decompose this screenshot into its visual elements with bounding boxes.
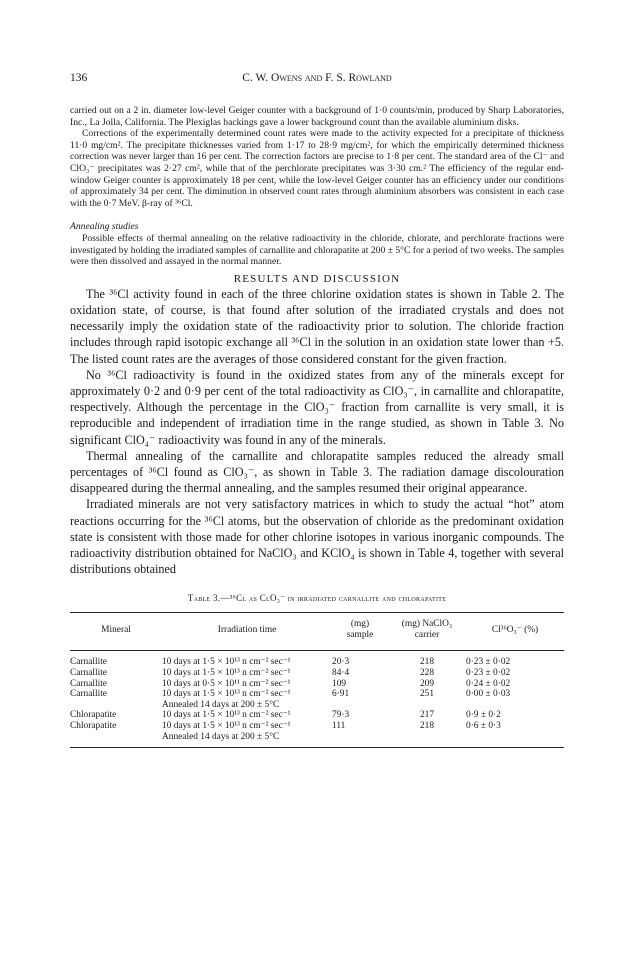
cell-mineral: Carnallite bbox=[70, 667, 107, 678]
annealing-paragraph: Possible effects of thermal annealing on the relative radioactivity in the chloride, chlorate, and perchlorate fractions were investigated by holding the irradiated samples of carnallite and chlorapatite at 200 ± 5°C for a period of two weeks. The samples were then dissolved and assayed in the normal manner. bbox=[70, 232, 564, 268]
table-row bbox=[70, 657, 564, 668]
results-paragraph: The ³⁶Cl activity found in each of the three chlorine oxidation states is shown in Table 2. The oxidation state, of course, is that found after solution of the irradiated crystals and does not necessarily imply the oxidation state of the radioactivity prior to solution. The chloride fraction includes through rapid isotopic exchange all ³⁶Cl in the solution in an oxidation state lower than +5. The listed count rates are the averages of those considered constant for the given fraction. bbox=[70, 286, 564, 366]
cell-irradiation: 10 days at 1·5 × 10¹³ n cm⁻² sec⁻¹ bbox=[162, 720, 291, 731]
table-row bbox=[70, 710, 564, 721]
header-sample-unit: (mg) bbox=[350, 619, 370, 630]
methods-paragraph: Corrections of the experimentally determined count rates were made to the activity expected for a precipitate of thickness 11·0 mg/cm². The precipitate thicknesses varied from 1·17 to 28·9 mg/cm², for which the empirically determined thickness correction was never larger than 16 per cent. The correction factors are precise to 1·8 per cent. The standard area of the Cl⁻ and ClO₃⁻ precipitates was 2·27 cm², while that of the perchlorate precipitates was 3·30 cm.² The efficiency of the regular end-window Geiger counter is approximately 18 per cent, while the low-level Geiger counter has an efficiency under our conditions of approximately 34 per cent. The diminution in observed count rates through aluminium absorbers was consistent in each case with the 0·7 MeV. β-ray of ³⁶Cl. bbox=[70, 128, 564, 209]
table-bottom-rule bbox=[70, 747, 564, 748]
cell-carrier: 218 bbox=[419, 657, 435, 668]
cell-sample: 79·3 bbox=[332, 710, 350, 721]
cell-sample: 111 bbox=[332, 720, 346, 731]
results-paragraph: Thermal annealing of the carnallite and chlorapatite samples reduced the already small percentages of ³⁶Cl found as ClO₃⁻, as shown in Table 3. The radiation damage discolouration disappeared during the thermal annealing, and the samples resumed their original appearance. bbox=[70, 448, 564, 496]
cell-irradiation: 10 days at 1·5 × 10¹³ n cm⁻² sec⁻¹ bbox=[162, 710, 291, 721]
journal-page bbox=[70, 72, 564, 748]
cell-carrier: 228 bbox=[419, 667, 435, 678]
cell-irradiation: 10 days at 0·5 × 10¹¹ n cm⁻² sec⁻¹ bbox=[162, 678, 291, 689]
table-row bbox=[70, 668, 564, 679]
page-number: 136 bbox=[70, 72, 88, 84]
cell-percent bbox=[466, 732, 564, 743]
table-row bbox=[70, 700, 564, 711]
cell-mineral: Chlorapatite bbox=[70, 720, 117, 731]
results-paragraph: Irradiated minerals are not very satisfactory matrices in which to study the actual “hot” atom reactions occurring for the ³⁶Cl atoms, but the observation of chloride as the predominant oxidation state is consistent with those made for other chlorine isotopes in various inorganic compounds. The radioactivity distribution obtained for NaClO₃ and KClO₄ is shown in Table 4, together with several distributions obtained bbox=[70, 497, 564, 577]
methods-paragraph: carried out on a 2 in. diameter low-level Geiger counter with a background of 1·0 counts/min, produced by Sharp Laboratories, Inc., La Jolla, California. The Plexiglas backings gave a lower background count than the available aluminium disks. bbox=[70, 105, 564, 128]
cell-percent bbox=[466, 700, 564, 711]
methods-text bbox=[70, 105, 564, 209]
cell-carrier: 217 bbox=[419, 710, 435, 721]
cell-mineral bbox=[70, 732, 162, 743]
header-percent: Cl³⁶O₃⁻ (%) bbox=[491, 624, 539, 635]
table-row bbox=[70, 721, 564, 732]
page-header bbox=[70, 72, 564, 88]
results-paragraph: No ³⁶Cl radioactivity is found in the oxidized states from any of the minerals except for approximately 0·2 and 0·9 per cent of the total radioactivity as ClO₃⁻, in carnallite and chlorapatite, respectively. Although the percentage in the ClO₃⁻ fraction from carnallite is very small, it is reproducible and independent of irradiation time in the range studied, as shown in Table 3. No significant ClO₄⁻ radioactivity was found in any of the minerals. bbox=[70, 367, 564, 447]
cell-irradiation: 10 days at 1·5 × 10¹³ n cm⁻² sec⁻¹ bbox=[162, 667, 291, 678]
cell-percent: 0·9 ± 0·2 bbox=[466, 710, 501, 721]
table-caption: Table 3.—³⁶Cl as ClO₃⁻ in irradiated carnallite and chlorapatite bbox=[187, 593, 447, 604]
cell-percent: 0·23 ± 0·02 bbox=[466, 657, 511, 668]
header-carrier-label: carrier bbox=[414, 630, 440, 641]
cell-sample: 109 bbox=[332, 678, 347, 689]
section-title: RESULTS AND DISCUSSION bbox=[233, 272, 401, 285]
header-sample bbox=[332, 613, 388, 647]
cell-mineral: Chlorapatite bbox=[70, 710, 117, 721]
cell-irradiation: 10 days at 1·5 × 10¹³ n cm⁻² sec⁻¹ bbox=[162, 689, 291, 700]
table-header-row bbox=[70, 613, 564, 647]
cell-irradiation: 10 days at 1·5 × 10¹³ n cm⁻² sec⁻¹ bbox=[162, 657, 291, 668]
annealing-text bbox=[70, 233, 564, 268]
header-mineral: Mineral bbox=[101, 624, 131, 635]
cell-mineral: Carnallite bbox=[70, 689, 107, 700]
table-row bbox=[70, 679, 564, 690]
cell-sample: 84·4 bbox=[332, 667, 350, 678]
cell-percent: 0·00 ± 0·03 bbox=[466, 689, 511, 700]
cell-percent: 0·6 ± 0·3 bbox=[466, 720, 501, 731]
table-row bbox=[70, 732, 564, 743]
results-text bbox=[70, 286, 564, 578]
cell-carrier: 209 bbox=[419, 678, 435, 689]
cell-sample bbox=[332, 732, 388, 743]
cell-mineral: Carnallite bbox=[70, 678, 107, 689]
cell-sample bbox=[332, 700, 388, 711]
cell-carrier bbox=[388, 700, 466, 711]
cell-sample: 6·91 bbox=[332, 689, 350, 700]
cell-carrier: 251 bbox=[419, 689, 435, 700]
cell-carrier: 218 bbox=[419, 720, 435, 731]
header-carrier-unit: (mg) NaClO₃ bbox=[401, 619, 453, 630]
annealing-subheading: Annealing studies bbox=[70, 221, 139, 233]
cell-carrier bbox=[388, 732, 466, 743]
cell-mineral bbox=[70, 700, 162, 711]
cell-percent: 0·24 ± 0·02 bbox=[466, 678, 511, 689]
table-3 bbox=[70, 613, 564, 742]
cell-sample: 20·3 bbox=[332, 657, 350, 668]
header-sample-label: sample bbox=[346, 630, 374, 641]
header-irradiation: Irradiation time bbox=[217, 624, 277, 635]
cell-mineral: Carnallite bbox=[70, 657, 107, 668]
header-carrier bbox=[388, 613, 466, 647]
table-row bbox=[70, 689, 564, 700]
cell-percent: 0·23 ± 0·02 bbox=[466, 667, 511, 678]
running-head: C. W. Owens and F. S. Rowland bbox=[242, 72, 392, 84]
cell-irradiation: Annealed 14 days at 200 ± 5°C bbox=[162, 699, 280, 710]
cell-irradiation: Annealed 14 days at 200 ± 5°C bbox=[162, 731, 280, 742]
